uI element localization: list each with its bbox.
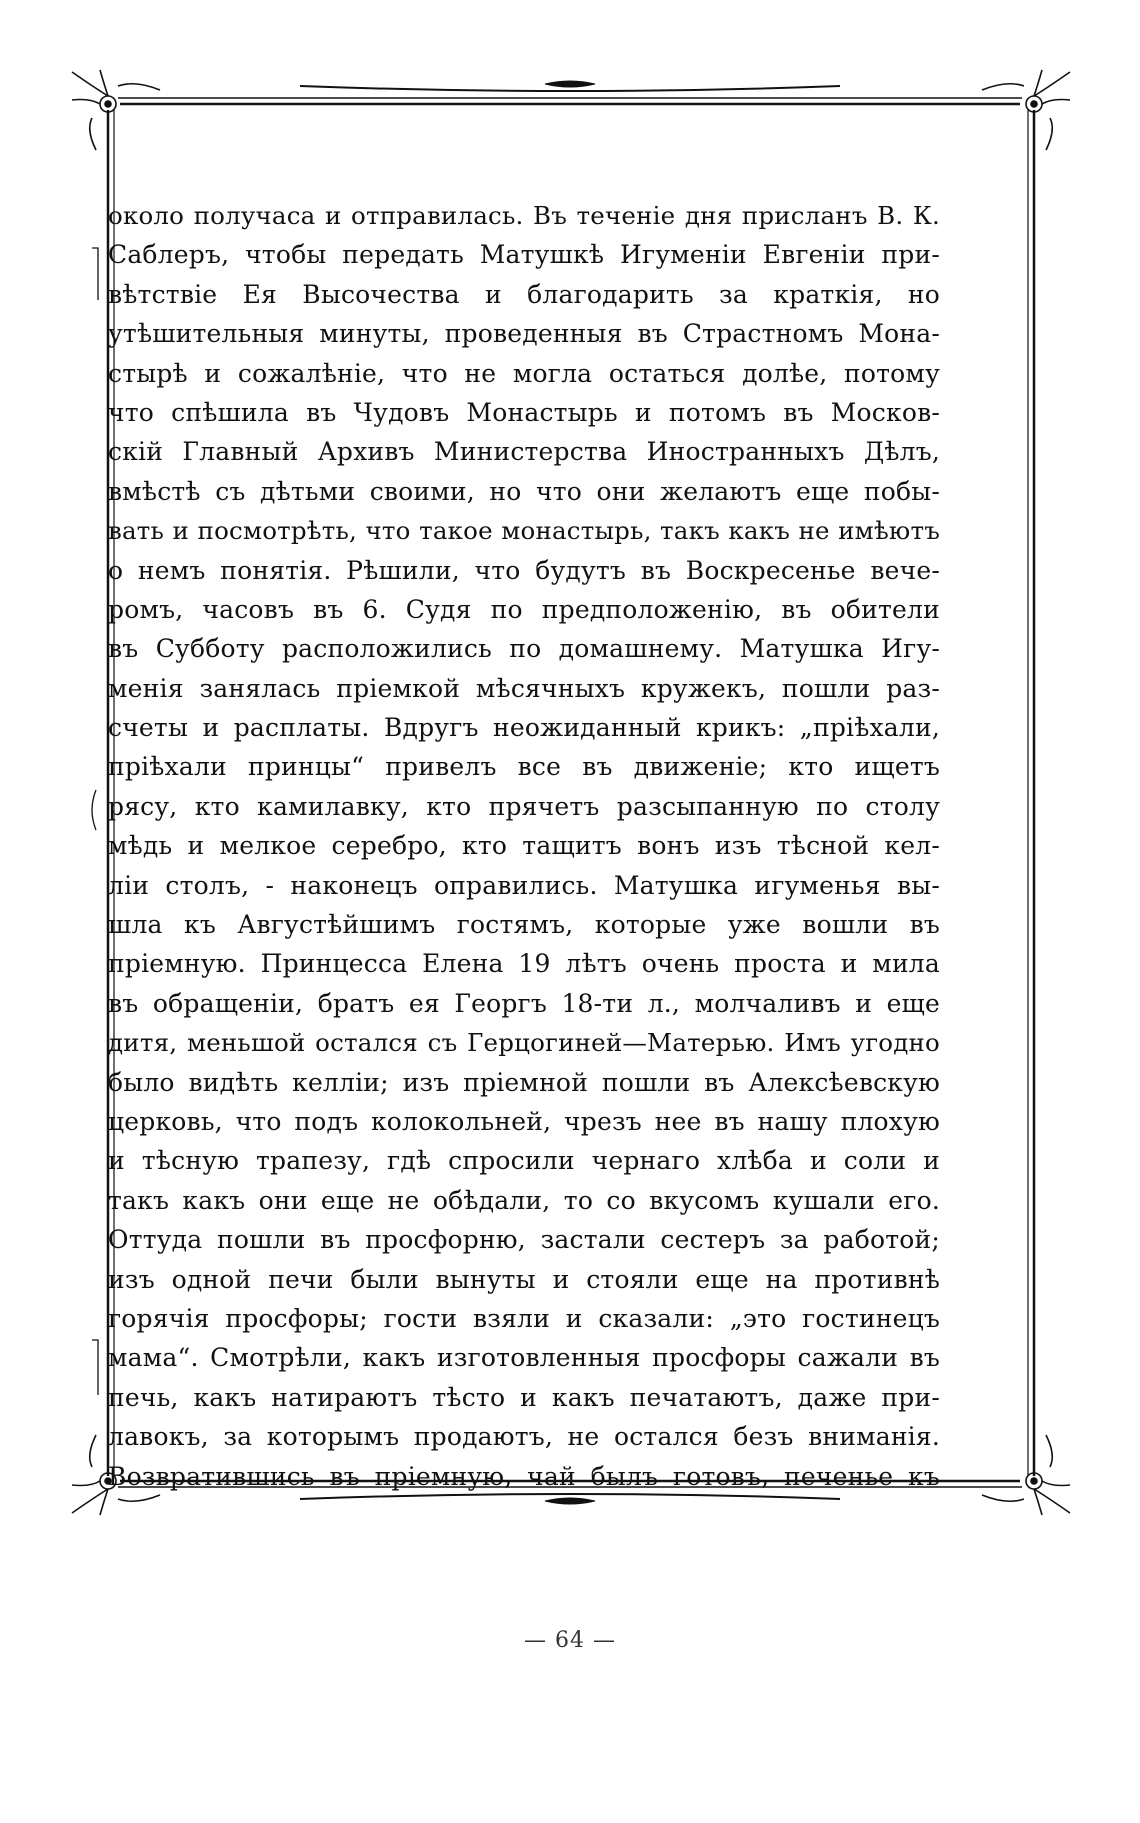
text-line: горячія просфоры; гости взяли и сказали: „это гостинецъ [108, 1303, 940, 1333]
corner-ornament-top-left [72, 70, 160, 150]
text-line: печь, какъ натираютъ тѣсто и какъ печатаютъ, даже при- [108, 1382, 940, 1412]
text-line: пріемную. Принцесса Елена 19 лѣтъ очень проста и мила [108, 949, 940, 979]
text-line: пріѣхали принцы“ привелъ все въ движеніе; кто ищетъ [108, 752, 940, 782]
text-line: Возвратившись въ пріемную, чай былъ готовъ, печенье къ [108, 1461, 940, 1491]
left-margin-flourish [92, 248, 98, 1395]
text-line: шла къ Августѣйшимъ гостямъ, которые уже вошли въ [108, 910, 940, 940]
text-line: около получаса и отправилась. Въ теченіе дня присланъ В. К. [108, 201, 940, 230]
text-line: ромъ, часовъ въ 6. Судя по предположенію, въ обители [108, 594, 940, 624]
text-line: счеты и расплаты. Вдругъ неожиданный крикъ: „пріѣхали, [108, 713, 940, 743]
text-line: рясу, кто камилавку, кто прячетъ разсыпанную по столу [108, 791, 940, 821]
text-line: и тѣсную трапезу, гдѣ спросили чернаго хлѣба и соли и [108, 1146, 940, 1176]
body-text [108, 196, 940, 1496]
text-line: стырѣ и сожалѣніе, что не могла остаться долѣе, потому [108, 358, 940, 388]
text-line: было видѣть келліи; изъ пріемной пошли въ Алексѣевскую [108, 1067, 940, 1097]
text-line: мама“. Смотрѣли, какъ изготовленныя просфоры сажали въ [108, 1343, 940, 1373]
text-line: такъ какъ они еще не обѣдали, то со вкусомъ кушали его. [108, 1185, 940, 1215]
text-line: въ Субботу расположились по домашнему. Матушка Игу- [108, 634, 940, 664]
text-line: Оттуда пошли въ просфорню, застали сестеръ за работой; [108, 1225, 940, 1255]
text-line: Саблеръ, чтобы передать Матушкѣ Игуменіи Евгеніи при- [108, 240, 940, 270]
text-line: о немъ понятія. Рѣшили, что будутъ въ Воскресенье вече- [108, 555, 940, 585]
text-line: менія занялась пріемкой мѣсячныхъ кружекъ, пошли раз- [108, 673, 940, 703]
text-line: утѣшительныя минуты, проведенныя въ Страстномъ Мона- [108, 319, 940, 349]
text-line: скій Главный Архивъ Министерства Иностранныхъ Дѣлъ, [108, 437, 940, 467]
text-line: что спѣшила въ Чудовъ Монастырь и потомъ въ Москов- [108, 397, 940, 427]
text-line: изъ одной печи были вынуты и стояли еще на противнѣ [108, 1264, 940, 1294]
text-line: вмѣстѣ съ дѣтьми своими, но что они желаютъ еще побы- [108, 476, 940, 506]
corner-ornament-bottom-right [982, 1435, 1070, 1515]
corner-ornament-top-right [982, 70, 1070, 150]
text-line: мѣдь и мелкое серебро, кто тащитъ вонъ изъ тѣсной кел- [108, 831, 940, 861]
text-line: въ обращеніи, братъ ея Георгъ 18-ти л., молчаливъ и еще [108, 988, 940, 1018]
text-line: лавокъ, за которымъ продаютъ, не остался безъ вниманія. [108, 1422, 940, 1452]
text-line: дитя, меньшой остался съ Герцогиней—Матерью. Имъ угодно [108, 1028, 940, 1058]
text-line: церковь, что подъ колокольней, чрезъ нее въ нашу плохую [108, 1106, 940, 1136]
text-line: ліи столъ, - наконецъ оправились. Матушка игуменья вы- [108, 870, 940, 900]
text-line: вать и посмотрѣть, что такое монастырь, такъ какъ не имѣютъ [108, 516, 940, 546]
page-number: — 64 — [524, 1628, 616, 1653]
text-line: вѣтствіе Ея Высочества и благодарить за краткія, но [108, 279, 940, 309]
